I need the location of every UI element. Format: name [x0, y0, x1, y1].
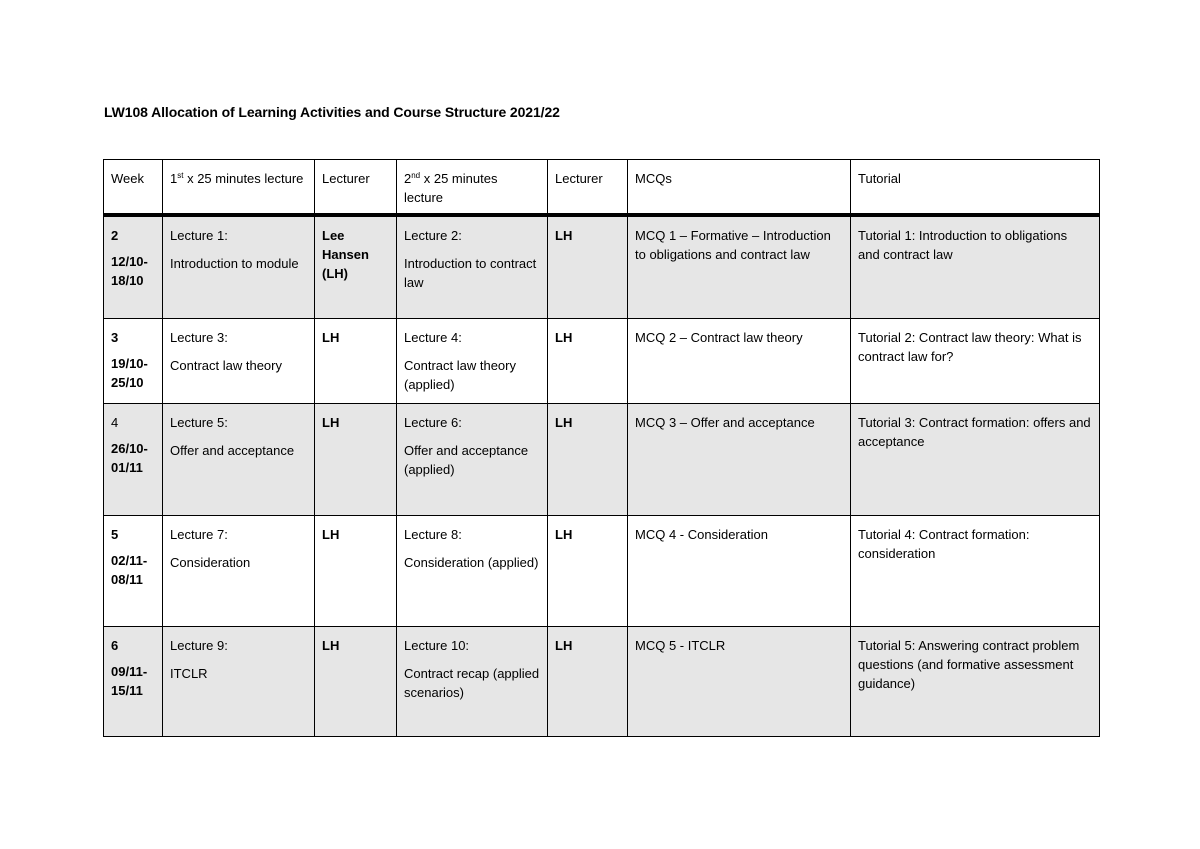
lecture-2-title: Lecture 2: [404, 228, 462, 243]
lecture-2-cell [397, 215, 548, 318]
lecture-1-topic: Introduction to module [170, 256, 299, 271]
tutorial-cell: Tutorial 1: Introduction to obligations and contract law [851, 215, 1100, 318]
header-mcqs: MCQs [628, 160, 851, 216]
lecture-1-topic: Consideration [170, 554, 251, 570]
header-lecture-1 [163, 160, 315, 216]
week-cell [104, 215, 163, 318]
lecturer-2-cell: LH [548, 318, 628, 403]
header-lecture-2-text: x 25 minutes lecture [404, 171, 498, 205]
lecturer-1-cell: LH [315, 515, 397, 626]
week-dates: 09/11-15/11 [111, 663, 148, 698]
lecturer-2-cell: LH [548, 626, 628, 736]
lecture-1-title: Lecture 9: [170, 637, 228, 653]
lecturer-1-cell: LH [315, 318, 397, 403]
lecture-1-title: Lecture 1: [170, 228, 228, 243]
week-dates: 19/10-25/10 [111, 355, 148, 390]
table-header-row [104, 160, 1100, 216]
tutorial-cell: Tutorial 5: Answering contract problem questions (and formative assessment guidance) [851, 626, 1100, 736]
week-cell [104, 403, 163, 515]
lecture-2-cell [397, 626, 548, 736]
lecture-2-title: Lecture 10: [404, 637, 470, 653]
week-dates: 02/11-08/11 [111, 552, 148, 587]
table-row [104, 403, 1100, 515]
week-number: 3 [111, 329, 119, 345]
lecture-2-topic: Consideration (applied) [404, 554, 539, 570]
header-lecture-1-number: 1 [170, 171, 178, 186]
lecture-2-cell [397, 403, 548, 515]
header-lecture-2-number: 2 [404, 171, 412, 186]
lecture-1-topic: Offer and acceptance [170, 442, 295, 458]
lecturer-2-cell: LH [548, 515, 628, 626]
mcq-cell: MCQ 3 – Offer and acceptance [628, 403, 851, 515]
document-title: LW108 Allocation of Learning Activities and Course Structure 2021/22 [104, 104, 560, 120]
lecture-1-title: Lecture 5: [170, 414, 228, 430]
lecture-1-title: Lecture 3: [170, 329, 228, 345]
week-number: 6 [111, 637, 119, 653]
lecture-1-cell [163, 215, 315, 318]
week-cell [104, 626, 163, 736]
tutorial-cell: Tutorial 3: Contract formation: offers and acceptance [851, 403, 1100, 515]
mcq-cell: MCQ 5 - ITCLR [628, 626, 851, 736]
header-lecturer-1: Lecturer [315, 160, 397, 216]
lecturer-2-cell: LH [548, 403, 628, 515]
table-row [104, 626, 1100, 736]
lecture-1-cell [163, 626, 315, 736]
course-structure-table [103, 159, 1100, 737]
header-lecture-1-ordinal: st [177, 171, 184, 180]
lecture-1-title: Lecture 7: [170, 526, 228, 542]
week-number: 2 [111, 228, 119, 243]
lecture-2-topic: Contract recap (applied scenarios) [404, 665, 540, 700]
lecture-2-cell [397, 318, 548, 403]
header-lecture-2-ordinal: nd [411, 171, 421, 180]
lecture-2-topic: Introduction to contract law [404, 256, 537, 290]
lecture-1-cell [163, 318, 315, 403]
week-dates: 26/10-01/11 [111, 440, 148, 475]
lecturer-1-cell: LH [315, 403, 397, 515]
lecture-1-topic: ITCLR [170, 665, 208, 681]
mcq-cell: MCQ 1 – Formative – Introduction to obligations and contract law [628, 215, 851, 318]
header-tutorial: Tutorial [851, 160, 1100, 216]
table-row [104, 215, 1100, 318]
mcq-cell: MCQ 2 – Contract law theory [628, 318, 851, 403]
lecture-2-title: Lecture 4: [404, 329, 462, 345]
header-lecturer-2: Lecturer [548, 160, 628, 216]
week-number: 5 [111, 526, 119, 542]
lecture-2-title: Lecture 6: [404, 414, 462, 430]
tutorial-cell: Tutorial 4: Contract formation: consideration [851, 515, 1100, 626]
header-lecture-2 [397, 160, 548, 216]
lecture-1-cell [163, 515, 315, 626]
week-dates: 12/10-18/10 [111, 254, 148, 288]
lecturer-1-cell: LH [315, 626, 397, 736]
lecture-2-cell [397, 515, 548, 626]
lecture-2-topic: Offer and acceptance (applied) [404, 442, 529, 477]
mcq-cell: MCQ 4 - Consideration [628, 515, 851, 626]
table-row [104, 318, 1100, 403]
header-week: Week [104, 160, 163, 216]
lecture-2-topic: Contract law theory (applied) [404, 357, 516, 392]
week-cell [104, 318, 163, 403]
week-number: 4 [111, 414, 119, 430]
header-lecture-1-text: x 25 minutes lecture [183, 171, 304, 186]
tutorial-cell: Tutorial 2: Contract law theory: What is contract law for? [851, 318, 1100, 403]
lecturer-2-cell: LH [548, 215, 628, 318]
lecture-1-cell [163, 403, 315, 515]
lecture-1-topic: Contract law theory [170, 357, 282, 373]
lecturer-1-cell: Lee Hansen (LH) [315, 215, 397, 318]
table-row [104, 515, 1100, 626]
lecture-2-title: Lecture 8: [404, 526, 462, 542]
week-cell [104, 515, 163, 626]
